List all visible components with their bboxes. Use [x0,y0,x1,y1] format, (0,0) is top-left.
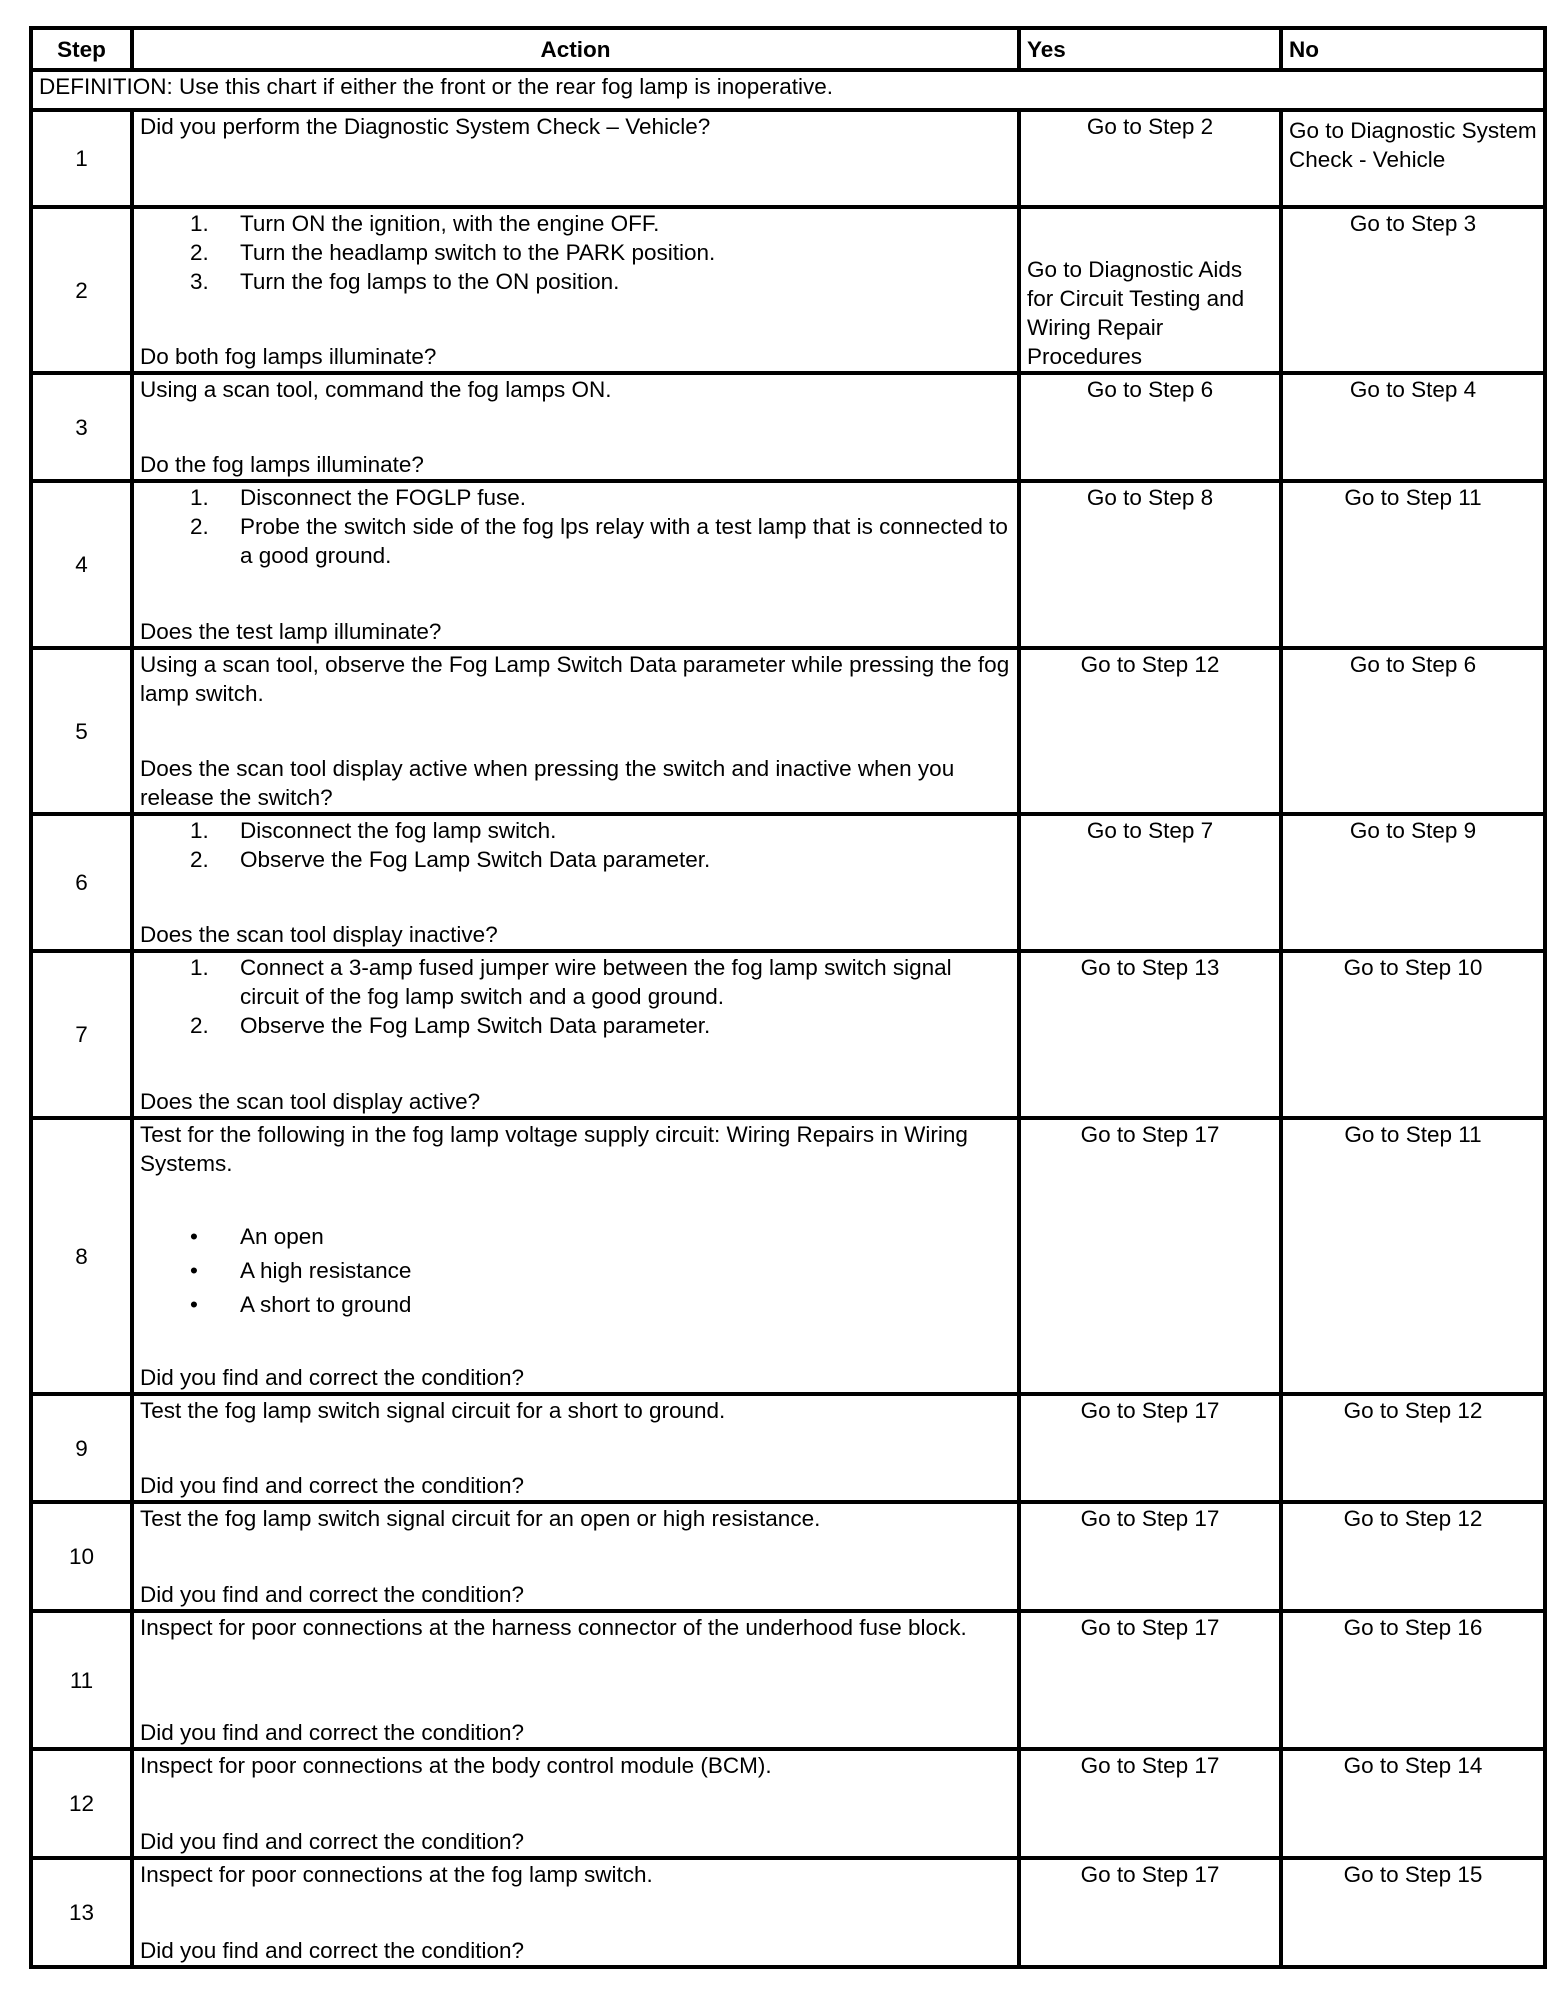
action-content [140,112,1011,205]
yes-outcome: Go to Step 17 [1019,1611,1281,1749]
condition-list [140,1220,1011,1322]
action-content [140,1504,1011,1609]
step-number: 8 [31,1118,132,1394]
header-row [31,28,1545,70]
step-number: 7 [31,951,132,1118]
action-cell [132,1858,1019,1967]
action-step-item [140,845,1011,874]
action-cell [132,1611,1019,1749]
action-content [140,1613,1011,1747]
action-content [140,1120,1011,1392]
yes-outcome: Go to Step 17 [1019,1394,1281,1502]
action-question: Does the scan tool display active? [140,1089,481,1114]
yes-outcome: Go to Step 6 [1019,373,1281,481]
step-item-text: Turn the fog lamps to the ON position. [240,269,620,294]
action-cell [132,110,1019,207]
step-number: 3 [31,373,132,481]
action-cell [132,1502,1019,1611]
header-no: No [1281,28,1545,70]
no-outcome: Go to Step 12 [1281,1502,1545,1611]
table-row [31,1118,1545,1394]
table-row [31,207,1545,373]
step-number: 11 [31,1611,132,1749]
step-item-text: Disconnect the fog lamp switch. [240,818,557,843]
no-outcome: Go to Step 4 [1281,373,1545,481]
step-item-text: Disconnect the FOGLP fuse. [240,485,526,510]
bullet-icon: • [190,1292,198,1317]
step-item-number: 1. [190,955,209,980]
action-question: Does the scan tool display active when pressing the switch and inactive when you release the switch? [140,756,955,810]
action-content [140,953,1011,1116]
action-cell [132,951,1019,1118]
step-number: 1 [31,110,132,207]
action-steps [140,816,1011,874]
bullet-icon: • [190,1258,198,1283]
action-steps [140,209,1011,296]
action-cell [132,1749,1019,1858]
step-number: 6 [31,814,132,951]
action-intro: Inspect for poor connections at the body control module (BCM). [140,1753,772,1778]
condition-item [140,1220,1011,1254]
table-row [31,373,1545,481]
no-outcome: Go to Step 3 [1281,207,1545,373]
table-row [31,1858,1545,1967]
yes-outcome: Go to Step 7 [1019,814,1281,951]
action-question: Did you find and correct the condition? [140,1938,524,1963]
step-item-text: Connect a 3-amp fused jumper wire between the fog lamp switch signal circuit of the fog lamp switch and a good ground. [240,955,952,1009]
action-question: Did you find and correct the condition? [140,1473,524,1498]
action-intro: Test the fog lamp switch signal circuit for an open or high resistance. [140,1506,821,1531]
action-cell [132,648,1019,814]
action-question: Does the scan tool display inactive? [140,922,498,947]
condition-item [140,1288,1011,1322]
action-step-item [140,238,1011,267]
table-row [31,1749,1545,1858]
step-item-text: Turn the headlamp switch to the PARK position. [240,240,716,265]
step-number: 2 [31,207,132,373]
step-item-number: 1. [190,818,209,843]
step-item-text: Observe the Fog Lamp Switch Data parameter. [240,1013,711,1038]
action-step-item [140,483,1011,512]
action-content [140,1396,1011,1500]
action-intro: Test for the following in the fog lamp voltage supply circuit: Wiring Repairs in Wiring Systems. [140,1122,968,1176]
action-intro: Test the fog lamp switch signal circuit for a short to ground. [140,1398,726,1423]
action-question: Did you find and correct the condition? [140,1829,524,1854]
action-question: Did you find and correct the condition? [140,1365,524,1390]
step-number: 10 [31,1502,132,1611]
action-step-item [140,209,1011,238]
yes-outcome: Go to Step 8 [1019,481,1281,648]
action-step-item [140,816,1011,845]
table-row [31,1611,1545,1749]
step-number: 4 [31,481,132,648]
header-action: Action [132,28,1019,70]
action-content [140,209,1011,371]
no-outcome: Go to Step 10 [1281,951,1545,1118]
condition-text: An open [240,1224,324,1249]
yes-outcome: Go to Step 12 [1019,648,1281,814]
step-item-text: Observe the Fog Lamp Switch Data parameter. [240,847,711,872]
definition-row [31,70,1545,110]
no-outcome: Go to Step 15 [1281,1858,1545,1967]
step-item-number: 2. [190,847,209,872]
action-steps [140,953,1011,1040]
no-outcome: Go to Step 6 [1281,648,1545,814]
header-step: Step [31,28,132,70]
no-outcome: Go to Diagnostic System Check - Vehicle [1281,110,1545,207]
action-intro: Did you perform the Diagnostic System Check – Vehicle? [140,114,711,139]
table-row [31,110,1545,207]
condition-item [140,1254,1011,1288]
action-cell [132,1394,1019,1502]
action-content [140,1860,1011,1965]
step-number: 12 [31,1749,132,1858]
action-question: Does the test lamp illuminate? [140,619,442,644]
yes-outcome: Go to Step 17 [1019,1502,1281,1611]
yes-outcome: Go to Diagnostic Aids for Circuit Testing and Wiring Repair Procedures [1019,207,1281,373]
step-item-number: 2. [190,1013,209,1038]
yes-outcome: Go to Step 13 [1019,951,1281,1118]
table-row [31,951,1545,1118]
action-intro: Inspect for poor connections at the fog lamp switch. [140,1862,653,1887]
action-intro: Using a scan tool, command the fog lamps ON. [140,377,612,402]
action-intro: Using a scan tool, observe the Fog Lamp Switch Data parameter while pressing the fog lamp switch. [140,652,1010,706]
step-item-number: 1. [190,485,209,510]
bullet-icon: • [190,1224,198,1249]
action-question: Do the fog lamps illuminate? [140,452,424,477]
table-row [31,1394,1545,1502]
table-row [31,648,1545,814]
step-item-text: Turn ON the ignition, with the engine OFF. [240,211,660,236]
action-content [140,483,1011,646]
no-outcome: Go to Step 12 [1281,1394,1545,1502]
action-content [140,650,1011,812]
step-item-number: 2. [190,514,209,539]
yes-outcome: Go to Step 17 [1019,1118,1281,1394]
diagnostic-table [29,26,1547,1969]
table-row [31,481,1545,648]
action-step-item [140,953,1011,1011]
step-number: 9 [31,1394,132,1502]
yes-outcome: Go to Step 17 [1019,1858,1281,1967]
definition-text: DEFINITION: Use this chart if either the front or the rear fog lamp is inoperative. [31,70,1545,110]
no-outcome: Go to Step 11 [1281,481,1545,648]
action-question: Did you find and correct the condition? [140,1582,524,1607]
action-step-item [140,267,1011,296]
action-step-item [140,512,1011,570]
header-yes: Yes [1019,28,1281,70]
step-number: 13 [31,1858,132,1967]
action-cell [132,481,1019,648]
action-content [140,375,1011,479]
step-item-text: Probe the switch side of the fog lps relay with a test lamp that is connected to a good ground. [240,514,1008,568]
no-outcome: Go to Step 16 [1281,1611,1545,1749]
action-cell [132,814,1019,951]
table-row [31,1502,1545,1611]
action-cell [132,207,1019,373]
condition-text: A short to ground [240,1292,412,1317]
action-intro: Inspect for poor connections at the harness connector of the underhood fuse block. [140,1615,967,1640]
action-cell [132,1118,1019,1394]
no-outcome: Go to Step 11 [1281,1118,1545,1394]
action-question: Do both fog lamps illuminate? [140,344,437,369]
condition-text: A high resistance [240,1258,412,1283]
step-item-number: 2. [190,240,209,265]
action-cell [132,373,1019,481]
step-item-number: 3. [190,269,209,294]
step-item-number: 1. [190,211,209,236]
action-content [140,816,1011,949]
table-row [31,814,1545,951]
no-outcome: Go to Step 14 [1281,1749,1545,1858]
step-number: 5 [31,648,132,814]
no-outcome: Go to Step 9 [1281,814,1545,951]
yes-outcome: Go to Step 2 [1019,110,1281,207]
yes-outcome: Go to Step 17 [1019,1749,1281,1858]
action-steps [140,483,1011,570]
action-question: Did you find and correct the condition? [140,1720,524,1745]
action-step-item [140,1011,1011,1040]
action-content [140,1751,1011,1856]
